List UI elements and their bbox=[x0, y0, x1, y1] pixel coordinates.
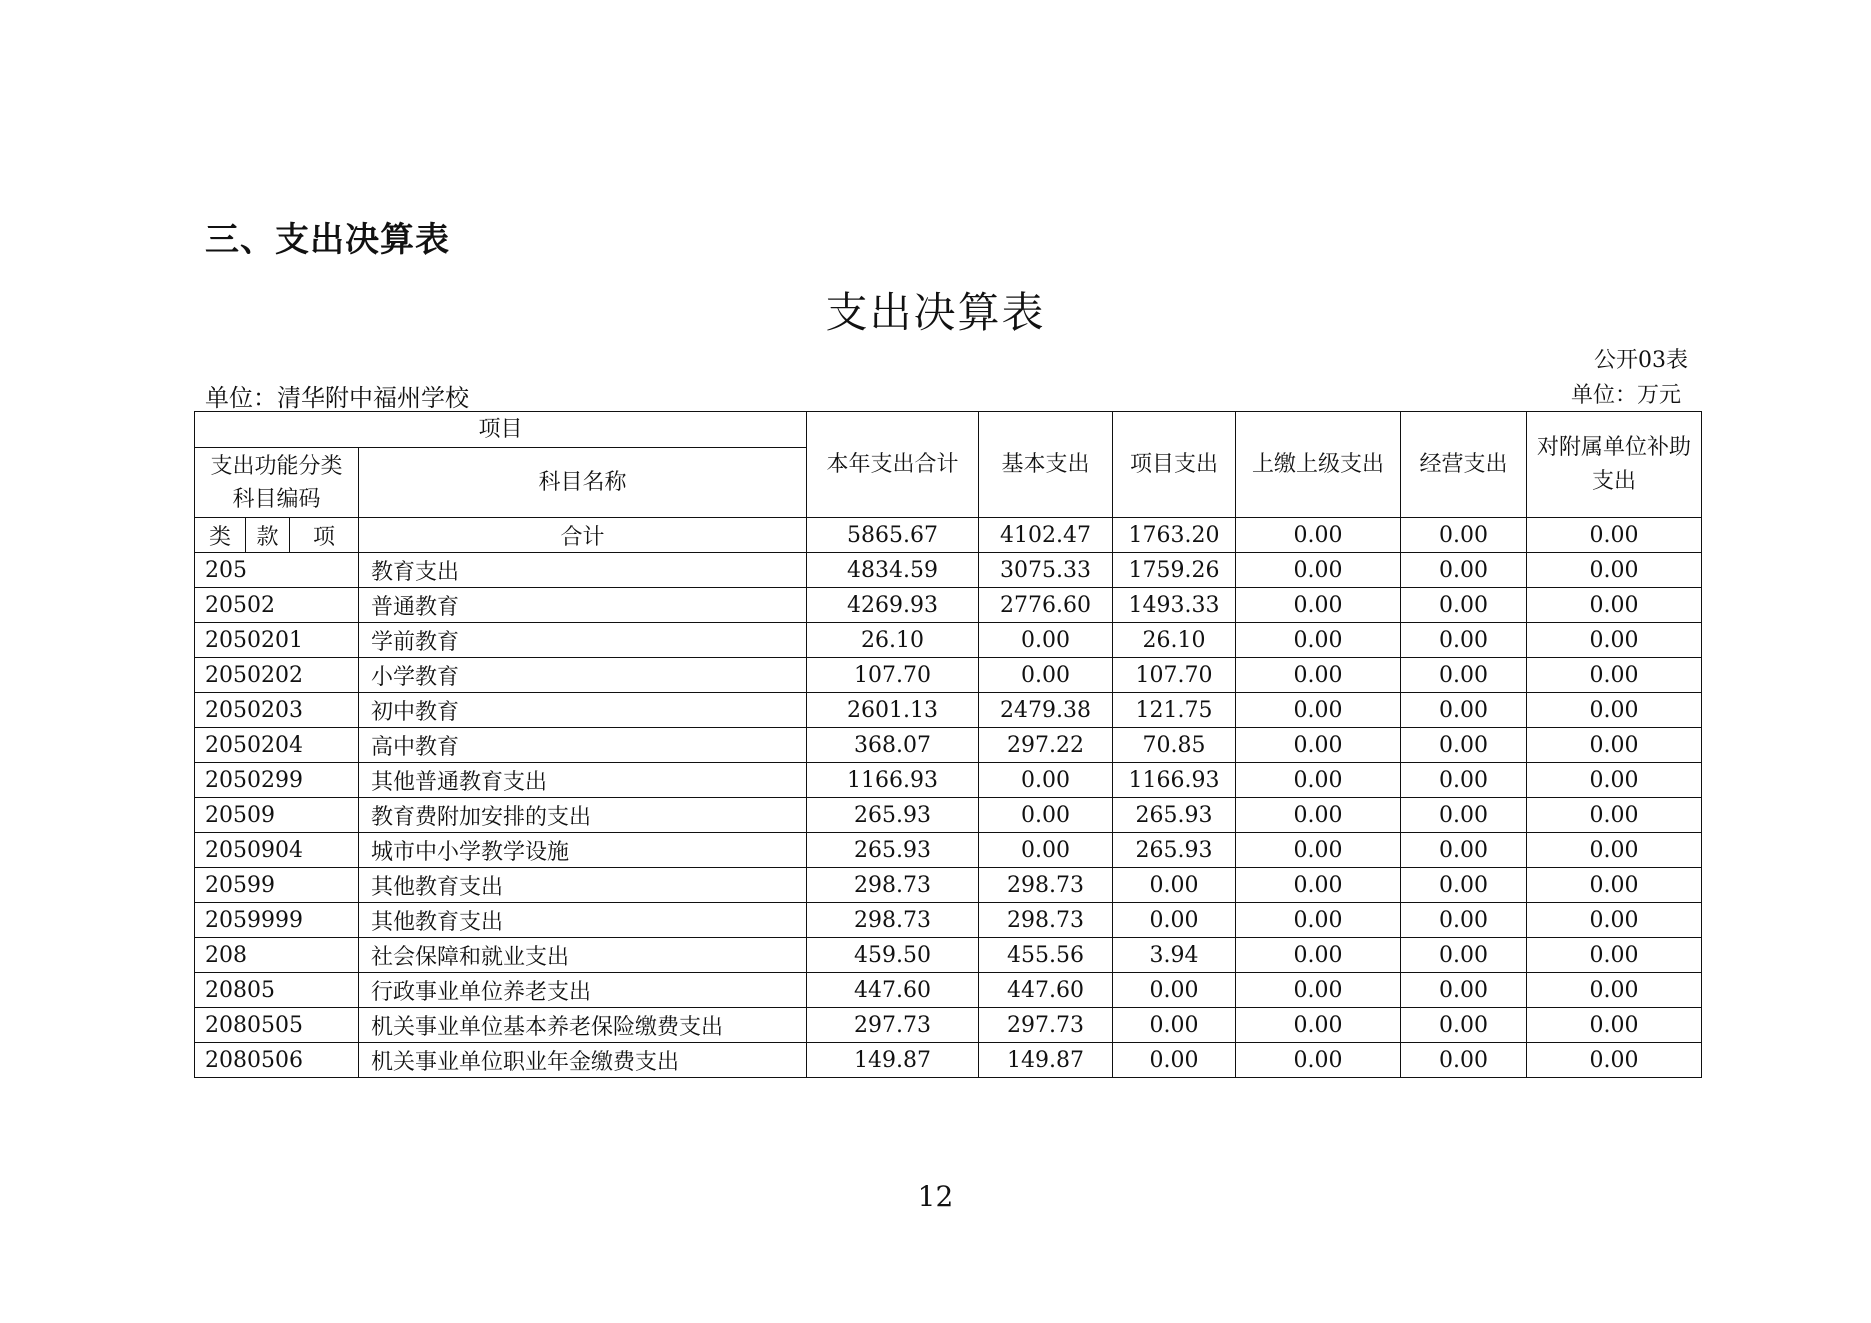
row-code: 2050904 bbox=[195, 833, 359, 868]
row-value: 0.00 bbox=[1401, 938, 1527, 973]
row-value: 0.00 bbox=[1113, 1043, 1236, 1078]
total-row bbox=[195, 518, 1702, 553]
row-value: 0.00 bbox=[1401, 833, 1527, 868]
row-name: 机关事业单位基本养老保险缴费支出 bbox=[359, 1008, 807, 1043]
document-title: 支出决算表 bbox=[825, 288, 1046, 337]
row-value: 0.00 bbox=[1401, 868, 1527, 903]
row-code: 208 bbox=[195, 938, 359, 973]
table-row bbox=[195, 728, 1702, 763]
row-value: 297.73 bbox=[807, 1008, 979, 1043]
row-code: 2080505 bbox=[195, 1008, 359, 1043]
row-value: 0.00 bbox=[1527, 1008, 1702, 1043]
row-value: 2776.60 bbox=[979, 588, 1113, 623]
header-lei: 类 bbox=[195, 518, 246, 553]
row-value: 0.00 bbox=[1401, 763, 1527, 798]
row-value: 0.00 bbox=[1236, 903, 1401, 938]
row-code: 2059999 bbox=[195, 903, 359, 938]
row-value: 2479.38 bbox=[979, 693, 1113, 728]
row-value: 0.00 bbox=[1527, 728, 1702, 763]
row-value: 0.00 bbox=[1236, 553, 1401, 588]
table-row bbox=[195, 623, 1702, 658]
row-value: 0.00 bbox=[1527, 763, 1702, 798]
row-value: 0.00 bbox=[1236, 693, 1401, 728]
table-row bbox=[195, 903, 1702, 938]
row-name: 初中教育 bbox=[359, 693, 807, 728]
header-total-expend: 本年支出合计 bbox=[807, 412, 979, 518]
row-value: 0.00 bbox=[1527, 833, 1702, 868]
table-row bbox=[195, 763, 1702, 798]
row-value: 0.00 bbox=[1113, 903, 1236, 938]
header-xiang: 项 bbox=[290, 518, 359, 553]
row-value: 0.00 bbox=[1527, 938, 1702, 973]
reporting-unit: 单位：清华附中福州学校 bbox=[205, 384, 469, 412]
row-name: 其他普通教育支出 bbox=[359, 763, 807, 798]
row-value: 298.73 bbox=[807, 903, 979, 938]
row-value: 26.10 bbox=[807, 623, 979, 658]
expenditure-table bbox=[194, 411, 1702, 1078]
row-value: 26.10 bbox=[1113, 623, 1236, 658]
row-name: 机关事业单位职业年金缴费支出 bbox=[359, 1043, 807, 1078]
header-code: 支出功能分类科目编码 bbox=[195, 448, 359, 518]
row-value: 0.00 bbox=[1527, 1043, 1702, 1078]
row-value: 265.93 bbox=[1113, 833, 1236, 868]
table-row bbox=[195, 658, 1702, 693]
row-name: 学前教育 bbox=[359, 623, 807, 658]
row-value: 0.00 bbox=[979, 623, 1113, 658]
row-value: 0.00 bbox=[1236, 763, 1401, 798]
total-value: 5865.67 bbox=[807, 518, 979, 553]
row-value: 0.00 bbox=[1527, 553, 1702, 588]
row-value: 70.85 bbox=[1113, 728, 1236, 763]
row-name: 普通教育 bbox=[359, 588, 807, 623]
row-name: 行政事业单位养老支出 bbox=[359, 973, 807, 1008]
row-value: 265.93 bbox=[807, 833, 979, 868]
row-value: 0.00 bbox=[1527, 798, 1702, 833]
row-value: 0.00 bbox=[1401, 728, 1527, 763]
row-value: 0.00 bbox=[1401, 693, 1527, 728]
row-value: 0.00 bbox=[1236, 938, 1401, 973]
row-value: 2601.13 bbox=[807, 693, 979, 728]
row-value: 0.00 bbox=[1527, 588, 1702, 623]
row-name: 城市中小学教学设施 bbox=[359, 833, 807, 868]
row-value: 459.50 bbox=[807, 938, 979, 973]
row-value: 0.00 bbox=[1527, 623, 1702, 658]
table-row bbox=[195, 1008, 1702, 1043]
row-value: 149.87 bbox=[807, 1043, 979, 1078]
table-row bbox=[195, 588, 1702, 623]
row-name: 其他教育支出 bbox=[359, 868, 807, 903]
row-value: 4269.93 bbox=[807, 588, 979, 623]
row-value: 265.93 bbox=[807, 798, 979, 833]
row-name: 小学教育 bbox=[359, 658, 807, 693]
header-name: 科目名称 bbox=[359, 448, 807, 518]
row-value: 3.94 bbox=[1113, 938, 1236, 973]
table-row bbox=[195, 693, 1702, 728]
total-value: 0.00 bbox=[1527, 518, 1702, 553]
table-row bbox=[195, 938, 1702, 973]
row-value: 265.93 bbox=[1113, 798, 1236, 833]
row-value: 0.00 bbox=[1401, 553, 1527, 588]
row-value: 298.73 bbox=[807, 868, 979, 903]
table-row bbox=[195, 868, 1702, 903]
row-name: 高中教育 bbox=[359, 728, 807, 763]
row-value: 1493.33 bbox=[1113, 588, 1236, 623]
row-value: 0.00 bbox=[1236, 623, 1401, 658]
row-value: 297.73 bbox=[979, 1008, 1113, 1043]
row-value: 0.00 bbox=[1401, 798, 1527, 833]
row-name: 教育支出 bbox=[359, 553, 807, 588]
row-code: 2080506 bbox=[195, 1043, 359, 1078]
row-value: 0.00 bbox=[1236, 798, 1401, 833]
row-value: 0.00 bbox=[1236, 1008, 1401, 1043]
section-title: 三、支出决算表 bbox=[205, 220, 450, 260]
row-value: 0.00 bbox=[1236, 868, 1401, 903]
total-value: 0.00 bbox=[1401, 518, 1527, 553]
row-value: 4834.59 bbox=[807, 553, 979, 588]
row-value: 0.00 bbox=[1527, 693, 1702, 728]
row-value: 121.75 bbox=[1113, 693, 1236, 728]
row-code: 2050201 bbox=[195, 623, 359, 658]
row-value: 149.87 bbox=[979, 1043, 1113, 1078]
header-kuan: 款 bbox=[246, 518, 290, 553]
row-code: 2050299 bbox=[195, 763, 359, 798]
table-row bbox=[195, 1043, 1702, 1078]
row-value: 0.00 bbox=[1113, 868, 1236, 903]
page-number: 12 bbox=[917, 1180, 954, 1213]
row-value: 0.00 bbox=[1236, 1043, 1401, 1078]
row-code: 20509 bbox=[195, 798, 359, 833]
currency-unit: 单位：万元 bbox=[1570, 383, 1681, 408]
row-value: 0.00 bbox=[1236, 588, 1401, 623]
row-code: 20805 bbox=[195, 973, 359, 1008]
total-value: 4102.47 bbox=[979, 518, 1113, 553]
header-business: 经营支出 bbox=[1401, 412, 1527, 518]
row-value: 455.56 bbox=[979, 938, 1113, 973]
row-value: 0.00 bbox=[1113, 973, 1236, 1008]
form-code: 公开03表 bbox=[1594, 348, 1688, 373]
table-row bbox=[195, 798, 1702, 833]
row-code: 2050203 bbox=[195, 693, 359, 728]
header-subsidy: 对附属单位补助支出 bbox=[1527, 412, 1702, 518]
row-value: 0.00 bbox=[1401, 623, 1527, 658]
row-value: 447.60 bbox=[807, 973, 979, 1008]
header-basic: 基本支出 bbox=[979, 412, 1113, 518]
row-name: 教育费附加安排的支出 bbox=[359, 798, 807, 833]
row-value: 1166.93 bbox=[807, 763, 979, 798]
row-value: 0.00 bbox=[1113, 1008, 1236, 1043]
row-name: 社会保障和就业支出 bbox=[359, 938, 807, 973]
row-name: 其他教育支出 bbox=[359, 903, 807, 938]
total-value: 0.00 bbox=[1236, 518, 1401, 553]
row-value: 0.00 bbox=[1401, 903, 1527, 938]
header-project: 项目 bbox=[195, 412, 807, 448]
row-value: 0.00 bbox=[979, 798, 1113, 833]
header-upper: 上缴上级支出 bbox=[1236, 412, 1401, 518]
row-value: 298.73 bbox=[979, 903, 1113, 938]
row-value: 0.00 bbox=[1401, 973, 1527, 1008]
row-code: 20599 bbox=[195, 868, 359, 903]
row-value: 0.00 bbox=[979, 763, 1113, 798]
row-code: 2050202 bbox=[195, 658, 359, 693]
total-value: 1763.20 bbox=[1113, 518, 1236, 553]
row-code: 205 bbox=[195, 553, 359, 588]
table-row bbox=[195, 833, 1702, 868]
table-row bbox=[195, 973, 1702, 1008]
row-value: 447.60 bbox=[979, 973, 1113, 1008]
row-code: 20502 bbox=[195, 588, 359, 623]
row-value: 368.07 bbox=[807, 728, 979, 763]
row-value: 0.00 bbox=[1236, 973, 1401, 1008]
total-label: 合计 bbox=[359, 518, 807, 553]
row-value: 1166.93 bbox=[1113, 763, 1236, 798]
row-value: 0.00 bbox=[1527, 973, 1702, 1008]
row-value: 107.70 bbox=[807, 658, 979, 693]
row-value: 297.22 bbox=[979, 728, 1113, 763]
row-value: 0.00 bbox=[1401, 1043, 1527, 1078]
row-value: 0.00 bbox=[1527, 868, 1702, 903]
row-value: 298.73 bbox=[979, 868, 1113, 903]
row-value: 0.00 bbox=[1527, 903, 1702, 938]
table-row bbox=[195, 553, 1702, 588]
row-value: 0.00 bbox=[1236, 728, 1401, 763]
row-value: 0.00 bbox=[1401, 588, 1527, 623]
row-value: 107.70 bbox=[1113, 658, 1236, 693]
row-code: 2050204 bbox=[195, 728, 359, 763]
row-value: 0.00 bbox=[979, 833, 1113, 868]
row-value: 3075.33 bbox=[979, 553, 1113, 588]
row-value: 0.00 bbox=[979, 658, 1113, 693]
header-project-expend: 项目支出 bbox=[1113, 412, 1236, 518]
row-value: 0.00 bbox=[1236, 658, 1401, 693]
row-value: 0.00 bbox=[1527, 658, 1702, 693]
row-value: 0.00 bbox=[1401, 658, 1527, 693]
row-value: 0.00 bbox=[1236, 833, 1401, 868]
row-value: 0.00 bbox=[1401, 1008, 1527, 1043]
row-value: 1759.26 bbox=[1113, 553, 1236, 588]
